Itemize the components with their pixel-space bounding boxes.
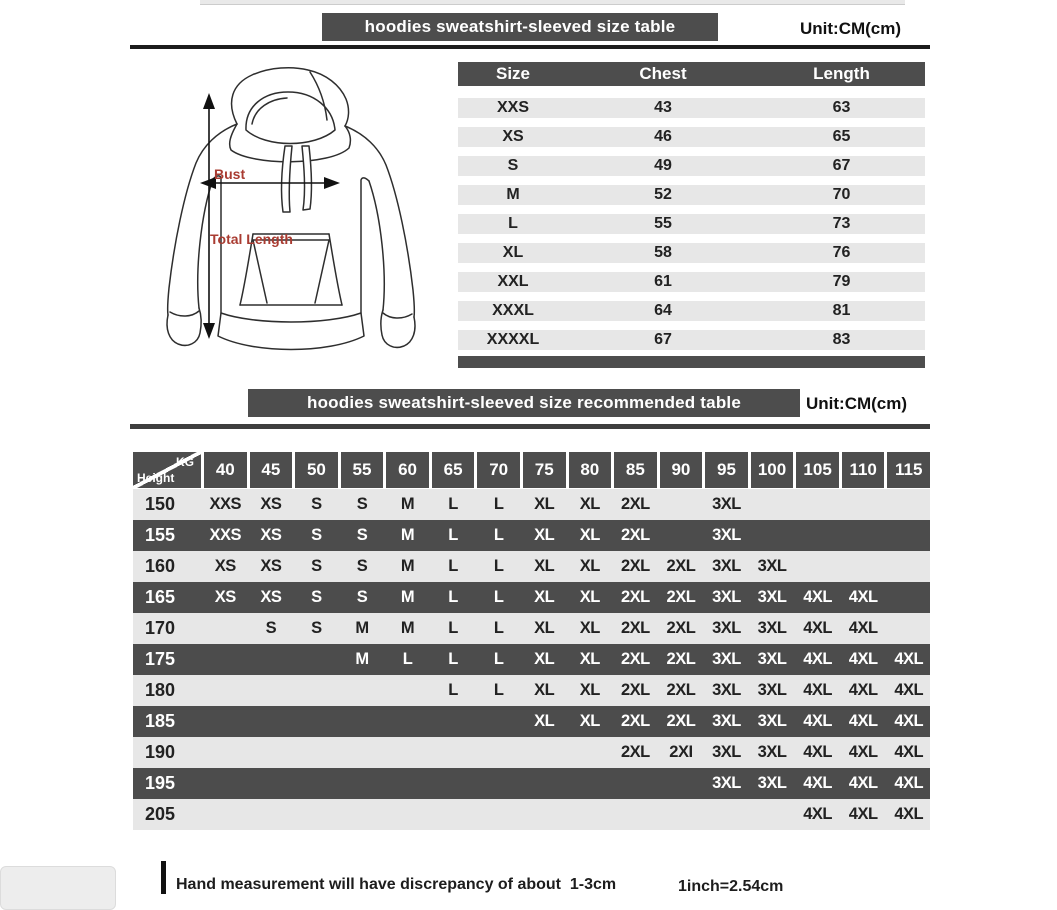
height-label: 150 bbox=[145, 494, 176, 514]
size-recommendation-cell: 4XL bbox=[894, 805, 924, 823]
size-recommendation-cell: 4XL bbox=[848, 743, 878, 761]
size-recommendation-cell: M bbox=[400, 495, 415, 513]
size-recommendation-cell: 2XL bbox=[620, 743, 650, 761]
recommended-table bbox=[133, 452, 930, 830]
weight-header-cell: 90 bbox=[660, 452, 703, 488]
size-recommendation-cell: M bbox=[355, 650, 369, 668]
size-recommendation-cell: M bbox=[355, 619, 369, 637]
size-recommendation-cell: 4XL bbox=[803, 650, 832, 668]
size-recommendation-cell: 2XL bbox=[620, 650, 650, 668]
size-recommendation-cell: XL bbox=[534, 495, 555, 513]
size-cell-size: XXL bbox=[497, 273, 529, 290]
size-table-row bbox=[458, 127, 925, 147]
reco-table-body bbox=[133, 489, 930, 830]
size-cell-length: 76 bbox=[832, 244, 851, 261]
size-recommendation-cell: 4XL bbox=[894, 650, 924, 668]
size-recommendation-cell bbox=[842, 551, 885, 582]
size-recommendation-cell: XXS bbox=[209, 526, 242, 544]
size-cell-size: XXS bbox=[496, 99, 529, 116]
size-recommendation-cell: XL bbox=[579, 681, 600, 699]
reco-header-row bbox=[133, 452, 930, 488]
height-label: 190 bbox=[145, 742, 176, 762]
size-recommendation-cell: S bbox=[311, 588, 322, 606]
size-recommendation-cell bbox=[569, 737, 612, 768]
size-recommendation-cell bbox=[341, 768, 384, 799]
size-recommendation-cell: 3XL bbox=[757, 650, 787, 668]
reco-row-190 bbox=[133, 737, 930, 768]
size-recommendation-cell: M bbox=[400, 619, 415, 637]
size-recommendation-cell bbox=[250, 768, 293, 799]
recommended-table-title: hoodies sweatshirt-sleeved size recommended table bbox=[248, 389, 800, 417]
size-recommendation-cell: 4XL bbox=[803, 681, 832, 699]
height-label: 205 bbox=[145, 804, 176, 824]
top-partial-strip bbox=[200, 0, 905, 5]
size-recommendation-cell: 2XI bbox=[669, 743, 693, 761]
weight-header-cell: 60 bbox=[386, 452, 429, 488]
size-cell-size: XXXXL bbox=[486, 331, 540, 348]
size-recommendation-cell bbox=[796, 551, 839, 582]
size-recommendation-cell bbox=[341, 706, 384, 737]
size-recommendation-cell bbox=[477, 768, 520, 799]
size-recommendation-cell: 4XL bbox=[803, 712, 832, 730]
size-recommendation-cell: XL bbox=[534, 588, 555, 606]
size-recommendation-cell bbox=[295, 644, 338, 675]
size-recommendation-cell: L bbox=[448, 526, 458, 544]
size-recommendation-cell bbox=[614, 799, 657, 830]
size-recommendation-cell bbox=[660, 768, 703, 799]
size-recommendation-cell: 4XL bbox=[894, 774, 924, 792]
size-recommendation-cell bbox=[386, 768, 429, 799]
size-recommendation-cell: L bbox=[448, 588, 458, 606]
size-recommendation-cell: 3XL bbox=[757, 619, 787, 637]
size-table-row bbox=[458, 98, 925, 118]
size-recommendation-cell bbox=[569, 799, 612, 830]
col-length: Length bbox=[813, 64, 870, 83]
size-recommendation-cell bbox=[341, 737, 384, 768]
size-recommendation-cell: 3XL bbox=[712, 619, 741, 637]
size-cell-size: M bbox=[506, 186, 520, 203]
size-recommendation-cell: XL bbox=[534, 650, 555, 668]
size-recommendation-cell: XL bbox=[579, 619, 600, 637]
size-recommendation-cell: S bbox=[311, 557, 322, 575]
size-recommendation-cell bbox=[660, 520, 703, 551]
size-recommendation-cell: 4XL bbox=[803, 774, 832, 792]
size-recommendation-cell: XL bbox=[579, 557, 600, 575]
size-table-row bbox=[458, 272, 925, 292]
size-recommendation-cell: L bbox=[493, 557, 504, 575]
size-table-row bbox=[458, 243, 925, 263]
size-recommendation-cell: 4XL bbox=[848, 588, 878, 606]
size-recommendation-cell: M bbox=[400, 588, 415, 606]
size-recommendation-cell: 2XL bbox=[620, 588, 650, 606]
size-cell-chest: 64 bbox=[654, 302, 672, 319]
size-cell-length: 79 bbox=[832, 273, 851, 290]
size-recommendation-cell: XS bbox=[214, 588, 236, 606]
size-recommendation-cell: L bbox=[448, 557, 458, 575]
size-table-row bbox=[458, 330, 925, 350]
size-recommendation-cell: 3XL bbox=[757, 588, 787, 606]
size-recommendation-cell: 2XL bbox=[620, 619, 650, 637]
size-recommendation-cell: XS bbox=[260, 526, 282, 544]
corner-kg-label: KG bbox=[176, 455, 194, 469]
size-cell-length: 70 bbox=[832, 186, 851, 203]
size-recommendation-cell bbox=[887, 520, 930, 551]
size-recommendation-cell: 2XL bbox=[620, 681, 650, 699]
size-recommendation-cell bbox=[477, 737, 520, 768]
size-recommendation-cell bbox=[660, 799, 703, 830]
size-recommendation-cell: 4XL bbox=[894, 712, 924, 730]
size-recommendation-cell: 3XL bbox=[712, 557, 741, 575]
size-table-row bbox=[458, 156, 925, 176]
weight-header-cell: 40 bbox=[204, 452, 247, 488]
size-recommendation-cell bbox=[295, 799, 338, 830]
size-recommendation-cell: XL bbox=[534, 681, 555, 699]
hoodie-outline bbox=[167, 68, 415, 350]
weight-header-cell: 105 bbox=[796, 452, 839, 488]
height-label: 165 bbox=[145, 587, 176, 607]
size-cell-chest: 55 bbox=[654, 215, 672, 232]
size-recommendation-cell: XL bbox=[534, 557, 555, 575]
size-recommendation-cell: 2XL bbox=[666, 650, 696, 668]
size-recommendation-cell bbox=[250, 737, 293, 768]
reco-row-180 bbox=[133, 675, 930, 706]
size-table-unit: Unit:CM(cm) bbox=[800, 19, 902, 38]
bust-label: Bust bbox=[214, 166, 246, 182]
reco-row-195 bbox=[133, 768, 930, 799]
size-recommendation-cell bbox=[887, 489, 930, 520]
size-recommendation-cell: 3XL bbox=[757, 681, 787, 699]
size-recommendation-cell: L bbox=[448, 619, 458, 637]
weight-header-cell: 95 bbox=[705, 452, 748, 488]
weight-header-cell: 110 bbox=[842, 452, 885, 488]
size-table-footer-bar bbox=[458, 356, 925, 368]
size-recommendation-cell: 3XL bbox=[757, 557, 787, 575]
size-recommendation-cell: L bbox=[493, 681, 504, 699]
reco-row-150 bbox=[133, 489, 930, 520]
size-recommendation-cell bbox=[796, 489, 839, 520]
size-recommendation-cell bbox=[477, 799, 520, 830]
size-recommendation-cell bbox=[887, 582, 930, 613]
weight-header-cell: 100 bbox=[751, 452, 794, 488]
col-size: Size bbox=[495, 64, 531, 83]
size-recommendation-cell bbox=[887, 551, 930, 582]
size-recommendation-cell bbox=[250, 644, 293, 675]
size-recommendation-cell: L bbox=[493, 526, 504, 544]
size-recommendation-cell: S bbox=[356, 495, 368, 513]
recommended-table-unit: Unit:CM(cm) bbox=[806, 394, 908, 413]
size-recommendation-cell: 4XL bbox=[803, 588, 832, 606]
size-recommendation-cell: M bbox=[400, 557, 415, 575]
size-recommendation-cell: XL bbox=[579, 650, 600, 668]
kg-height-corner-cell bbox=[133, 452, 201, 488]
size-recommendation-cell: XS bbox=[260, 588, 282, 606]
size-cell-length: 81 bbox=[832, 302, 851, 319]
size-recommendation-cell bbox=[796, 520, 839, 551]
size-recommendation-cell: 4XL bbox=[803, 743, 832, 761]
size-recommendation-cell: 4XL bbox=[848, 712, 878, 730]
size-recommendation-cell bbox=[386, 799, 429, 830]
size-recommendation-cell bbox=[341, 675, 384, 706]
size-recommendation-cell bbox=[386, 675, 429, 706]
size-cell-chest: 61 bbox=[654, 273, 672, 290]
total-length-label: Total Length bbox=[210, 231, 293, 247]
size-recommendation-cell: 3XL bbox=[712, 743, 741, 761]
size-recommendation-cell: L bbox=[448, 495, 458, 513]
size-cell-size: XL bbox=[502, 244, 524, 261]
size-recommendation-cell: 3XL bbox=[757, 774, 787, 792]
size-recommendation-cell: 3XL bbox=[712, 495, 741, 513]
size-recommendation-cell: 2XL bbox=[666, 619, 696, 637]
size-recommendation-cell bbox=[386, 706, 429, 737]
size-recommendation-cell bbox=[295, 737, 338, 768]
size-recommendation-cell: L bbox=[493, 619, 504, 637]
weight-header-cell: 85 bbox=[614, 452, 657, 488]
size-recommendation-cell: 2XL bbox=[666, 557, 696, 575]
height-label: 160 bbox=[145, 556, 176, 576]
size-recommendation-cell: S bbox=[311, 619, 322, 637]
size-recommendation-cell: S bbox=[356, 557, 368, 575]
size-recommendation-cell: XS bbox=[214, 557, 236, 575]
size-recommendation-cell: M bbox=[400, 526, 415, 544]
divider-line-top bbox=[130, 45, 930, 49]
size-recommendation-cell bbox=[614, 768, 657, 799]
size-recommendation-cell bbox=[250, 706, 293, 737]
size-recommendation-cell: 4XL bbox=[848, 619, 878, 637]
size-recommendation-cell: 3XL bbox=[712, 712, 741, 730]
size-table-row bbox=[458, 185, 925, 205]
size-cell-chest: 43 bbox=[654, 99, 672, 116]
size-recommendation-cell: 3XL bbox=[712, 774, 741, 792]
size-recommendation-cell: XXS bbox=[209, 495, 242, 513]
inch-conversion-note: 1inch=2.54cm bbox=[678, 878, 784, 895]
size-recommendation-cell: XL bbox=[579, 526, 600, 544]
size-recommendation-cell: S bbox=[311, 495, 322, 513]
note-vertical-bar bbox=[161, 861, 166, 894]
size-recommendation-cell bbox=[751, 520, 794, 551]
weight-header-cell: 75 bbox=[523, 452, 566, 488]
size-recommendation-cell: 2XL bbox=[666, 712, 696, 730]
size-cell-chest: 52 bbox=[654, 186, 672, 203]
size-recommendation-cell bbox=[204, 768, 247, 799]
height-label: 185 bbox=[145, 711, 176, 731]
height-label: 180 bbox=[145, 680, 176, 700]
size-recommendation-cell: 4XL bbox=[803, 805, 832, 823]
measurement-note: Hand measurement will have discrepancy of about 1-3cm bbox=[176, 876, 617, 893]
size-table-row bbox=[458, 301, 925, 321]
weight-header-cell: 45 bbox=[250, 452, 293, 488]
reco-row-160 bbox=[133, 551, 930, 582]
size-cell-size: L bbox=[508, 215, 518, 232]
size-recommendation-cell: XL bbox=[534, 526, 555, 544]
size-recommendation-cell bbox=[523, 737, 566, 768]
height-label: 155 bbox=[145, 525, 176, 545]
size-cell-length: 67 bbox=[832, 157, 851, 174]
col-chest: Chest bbox=[639, 64, 687, 83]
size-cell-chest: 49 bbox=[654, 157, 672, 174]
size-recommendation-cell: L bbox=[402, 650, 413, 668]
size-recommendation-cell: L bbox=[448, 650, 458, 668]
divider-line-middle bbox=[130, 424, 930, 429]
size-recommendation-cell bbox=[204, 737, 247, 768]
size-table-rows bbox=[458, 98, 925, 350]
size-table-title: hoodies sweatshirt-sleeved size table bbox=[322, 13, 718, 41]
size-recommendation-cell: 3XL bbox=[712, 526, 741, 544]
size-recommendation-cell: 3XL bbox=[712, 588, 741, 606]
size-recommendation-cell bbox=[204, 613, 247, 644]
size-recommendation-cell bbox=[250, 675, 293, 706]
size-recommendation-cell: L bbox=[493, 495, 504, 513]
size-recommendation-cell bbox=[204, 799, 247, 830]
size-recommendation-cell: 4XL bbox=[894, 681, 924, 699]
size-recommendation-cell bbox=[432, 799, 475, 830]
size-recommendation-cell: 2XL bbox=[666, 681, 696, 699]
size-recommendation-cell: 2XL bbox=[620, 712, 650, 730]
size-recommendation-cell bbox=[660, 489, 703, 520]
bottom-left-partial-box bbox=[0, 866, 116, 910]
size-recommendation-cell: 2XL bbox=[620, 495, 650, 513]
size-recommendation-cell: S bbox=[356, 526, 368, 544]
size-recommendation-cell: S bbox=[356, 588, 368, 606]
reco-row-170 bbox=[133, 613, 930, 644]
height-label: 170 bbox=[145, 618, 176, 638]
size-recommendation-cell bbox=[842, 520, 885, 551]
weight-header-cell: 50 bbox=[295, 452, 338, 488]
size-cell-length: 63 bbox=[832, 99, 851, 116]
size-recommendation-cell: XL bbox=[534, 619, 555, 637]
size-cell-size: S bbox=[507, 157, 519, 174]
size-cell-size: XXXL bbox=[492, 302, 534, 319]
size-recommendation-cell bbox=[386, 737, 429, 768]
size-recommendation-cell: S bbox=[311, 526, 322, 544]
size-recommendation-cell: 4XL bbox=[894, 743, 924, 761]
size-table bbox=[458, 62, 925, 368]
size-recommendation-cell bbox=[250, 799, 293, 830]
size-cell-size: XS bbox=[502, 128, 524, 145]
size-recommendation-cell: 4XL bbox=[848, 805, 878, 823]
weight-header-cell: 55 bbox=[341, 452, 384, 488]
size-recommendation-cell: 2XL bbox=[620, 526, 650, 544]
size-recommendation-cell: XL bbox=[579, 495, 600, 513]
reco-row-185 bbox=[133, 706, 930, 737]
size-recommendation-cell: XL bbox=[534, 712, 555, 730]
reco-row-165 bbox=[133, 582, 930, 613]
size-recommendation-cell bbox=[204, 675, 247, 706]
size-recommendation-cell bbox=[295, 675, 338, 706]
size-cell-chest: 58 bbox=[654, 244, 672, 261]
size-recommendation-cell: 2XL bbox=[620, 557, 650, 575]
size-recommendation-cell: L bbox=[493, 588, 504, 606]
size-recommendation-cell: 3XL bbox=[712, 650, 741, 668]
size-recommendation-cell bbox=[477, 706, 520, 737]
size-recommendation-cell: XS bbox=[260, 557, 282, 575]
size-recommendation-cell bbox=[569, 768, 612, 799]
size-cell-chest: 46 bbox=[654, 128, 672, 145]
weight-header-cell: 70 bbox=[477, 452, 520, 488]
reco-row-155 bbox=[133, 520, 930, 551]
weight-header-cell: 65 bbox=[432, 452, 475, 488]
size-recommendation-cell: 4XL bbox=[848, 681, 878, 699]
size-recommendation-cell: L bbox=[448, 681, 458, 699]
size-recommendation-cell: 4XL bbox=[848, 650, 878, 668]
size-recommendation-cell bbox=[432, 768, 475, 799]
size-recommendation-cell bbox=[751, 799, 794, 830]
size-recommendation-cell bbox=[432, 706, 475, 737]
size-recommendation-cell: XL bbox=[579, 588, 600, 606]
weight-header-cell: 80 bbox=[569, 452, 612, 488]
reco-row-205 bbox=[133, 799, 930, 830]
size-recommendation-cell: S bbox=[265, 619, 277, 637]
size-recommendation-cell bbox=[204, 706, 247, 737]
size-recommendation-cell bbox=[295, 768, 338, 799]
size-recommendation-cell bbox=[523, 768, 566, 799]
size-recommendation-cell: 3XL bbox=[757, 712, 787, 730]
size-recommendation-cell: 3XL bbox=[757, 743, 787, 761]
size-cell-length: 73 bbox=[832, 215, 851, 232]
size-table-header bbox=[458, 62, 925, 86]
height-label: 195 bbox=[145, 773, 176, 793]
size-recommendation-cell: 4XL bbox=[803, 619, 832, 637]
corner-height-label: Height bbox=[137, 471, 175, 485]
size-recommendation-cell: 4XL bbox=[848, 774, 878, 792]
size-recommendation-cell bbox=[705, 799, 748, 830]
size-recommendation-cell: 2XL bbox=[666, 588, 696, 606]
size-table-row bbox=[458, 214, 925, 234]
size-recommendation-cell: 3XL bbox=[712, 681, 741, 699]
size-recommendation-cell bbox=[204, 644, 247, 675]
size-recommendation-cell bbox=[341, 799, 384, 830]
size-cell-chest: 67 bbox=[654, 331, 672, 348]
size-recommendation-cell bbox=[523, 799, 566, 830]
size-recommendation-cell bbox=[295, 706, 338, 737]
size-recommendation-cell: L bbox=[493, 650, 504, 668]
size-recommendation-cell bbox=[751, 489, 794, 520]
size-recommendation-cell bbox=[432, 737, 475, 768]
weight-header-cell: 115 bbox=[887, 452, 930, 488]
size-cell-length: 83 bbox=[832, 331, 851, 348]
hoodie-diagram bbox=[140, 62, 440, 375]
size-recommendation-cell: XL bbox=[579, 712, 600, 730]
size-recommendation-cell: XS bbox=[260, 495, 282, 513]
height-label: 175 bbox=[145, 649, 176, 669]
size-recommendation-cell bbox=[887, 613, 930, 644]
size-recommendation-cell bbox=[842, 489, 885, 520]
size-cell-length: 65 bbox=[832, 128, 851, 145]
reco-row-175 bbox=[133, 644, 930, 675]
